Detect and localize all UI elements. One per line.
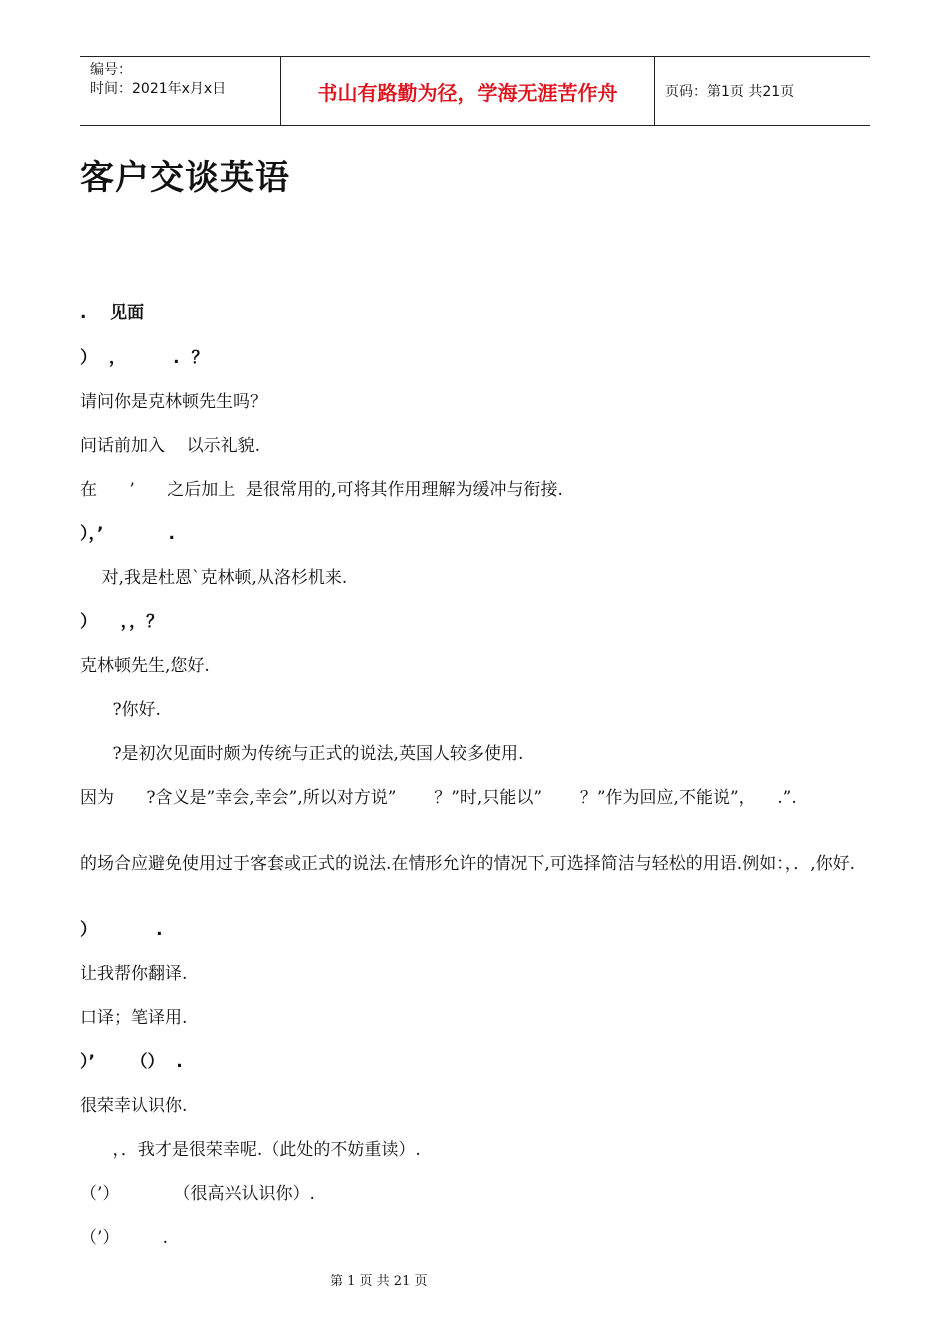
text-line: 问话前加入 以示礼貌. bbox=[80, 436, 261, 456]
page-title: 客户交谈英语 bbox=[80, 158, 290, 198]
english-line: ）’ （） . bbox=[80, 1052, 183, 1072]
document-time-label: 时间：2021年x月x日 bbox=[90, 81, 227, 97]
text-line: ，．我才是很荣幸呢.（此处的不妨重读）. bbox=[80, 1140, 421, 1160]
text-line: （’） （很高兴认识你）. bbox=[80, 1184, 315, 1204]
text-line: 的场合应避免使用过于客套或正式的说法.在情形允许的情况下,可选择简洁与轻松的用语.例如：，．,你好. bbox=[80, 854, 856, 874]
english-line: ） ， . ？ bbox=[80, 348, 209, 368]
text-line: 克林顿先生,您好. bbox=[80, 656, 210, 676]
text-line: ?是初次见面时颇为传统与正式的说法,英国人较多使用. bbox=[80, 744, 524, 764]
section-heading: . 见面 bbox=[80, 303, 145, 323]
text-line: 请问你是克林顿先生吗？ bbox=[80, 392, 267, 412]
text-line: （’） . bbox=[80, 1228, 169, 1248]
text-line: 在 ’ 之后加上 是很常用的,可将其作用理解为缓冲与衔接. bbox=[80, 480, 563, 500]
english-line: ），’ . bbox=[80, 524, 176, 544]
text-line: 对,我是杜恩`克林顿,从洛杉机来. bbox=[80, 568, 348, 588]
header-table bbox=[80, 56, 870, 126]
header-motto: 书山有路勤为径，学海无涯苦作舟 bbox=[281, 57, 655, 125]
text-line: 因为 ?含义是”幸会,幸会”,所以对方说” ？”时,只能以” ？”作为回应,不能说”， .”. bbox=[80, 788, 797, 808]
document-number-label: 编号： bbox=[90, 62, 132, 78]
english-line: ） . bbox=[80, 920, 163, 940]
text-line: 口译；笔译用. bbox=[80, 1008, 188, 1028]
header-page-info: 页码：第1页 共21页 bbox=[665, 84, 795, 100]
page-footer: 第 1 页 共 21 页 bbox=[330, 1274, 428, 1289]
english-line: ） ，，？ bbox=[80, 612, 164, 632]
header-meta bbox=[80, 57, 281, 125]
text-line: 让我帮你翻译. bbox=[80, 964, 188, 984]
text-line: 很荣幸认识你. bbox=[80, 1096, 188, 1116]
text-line: ?你好. bbox=[80, 700, 161, 720]
